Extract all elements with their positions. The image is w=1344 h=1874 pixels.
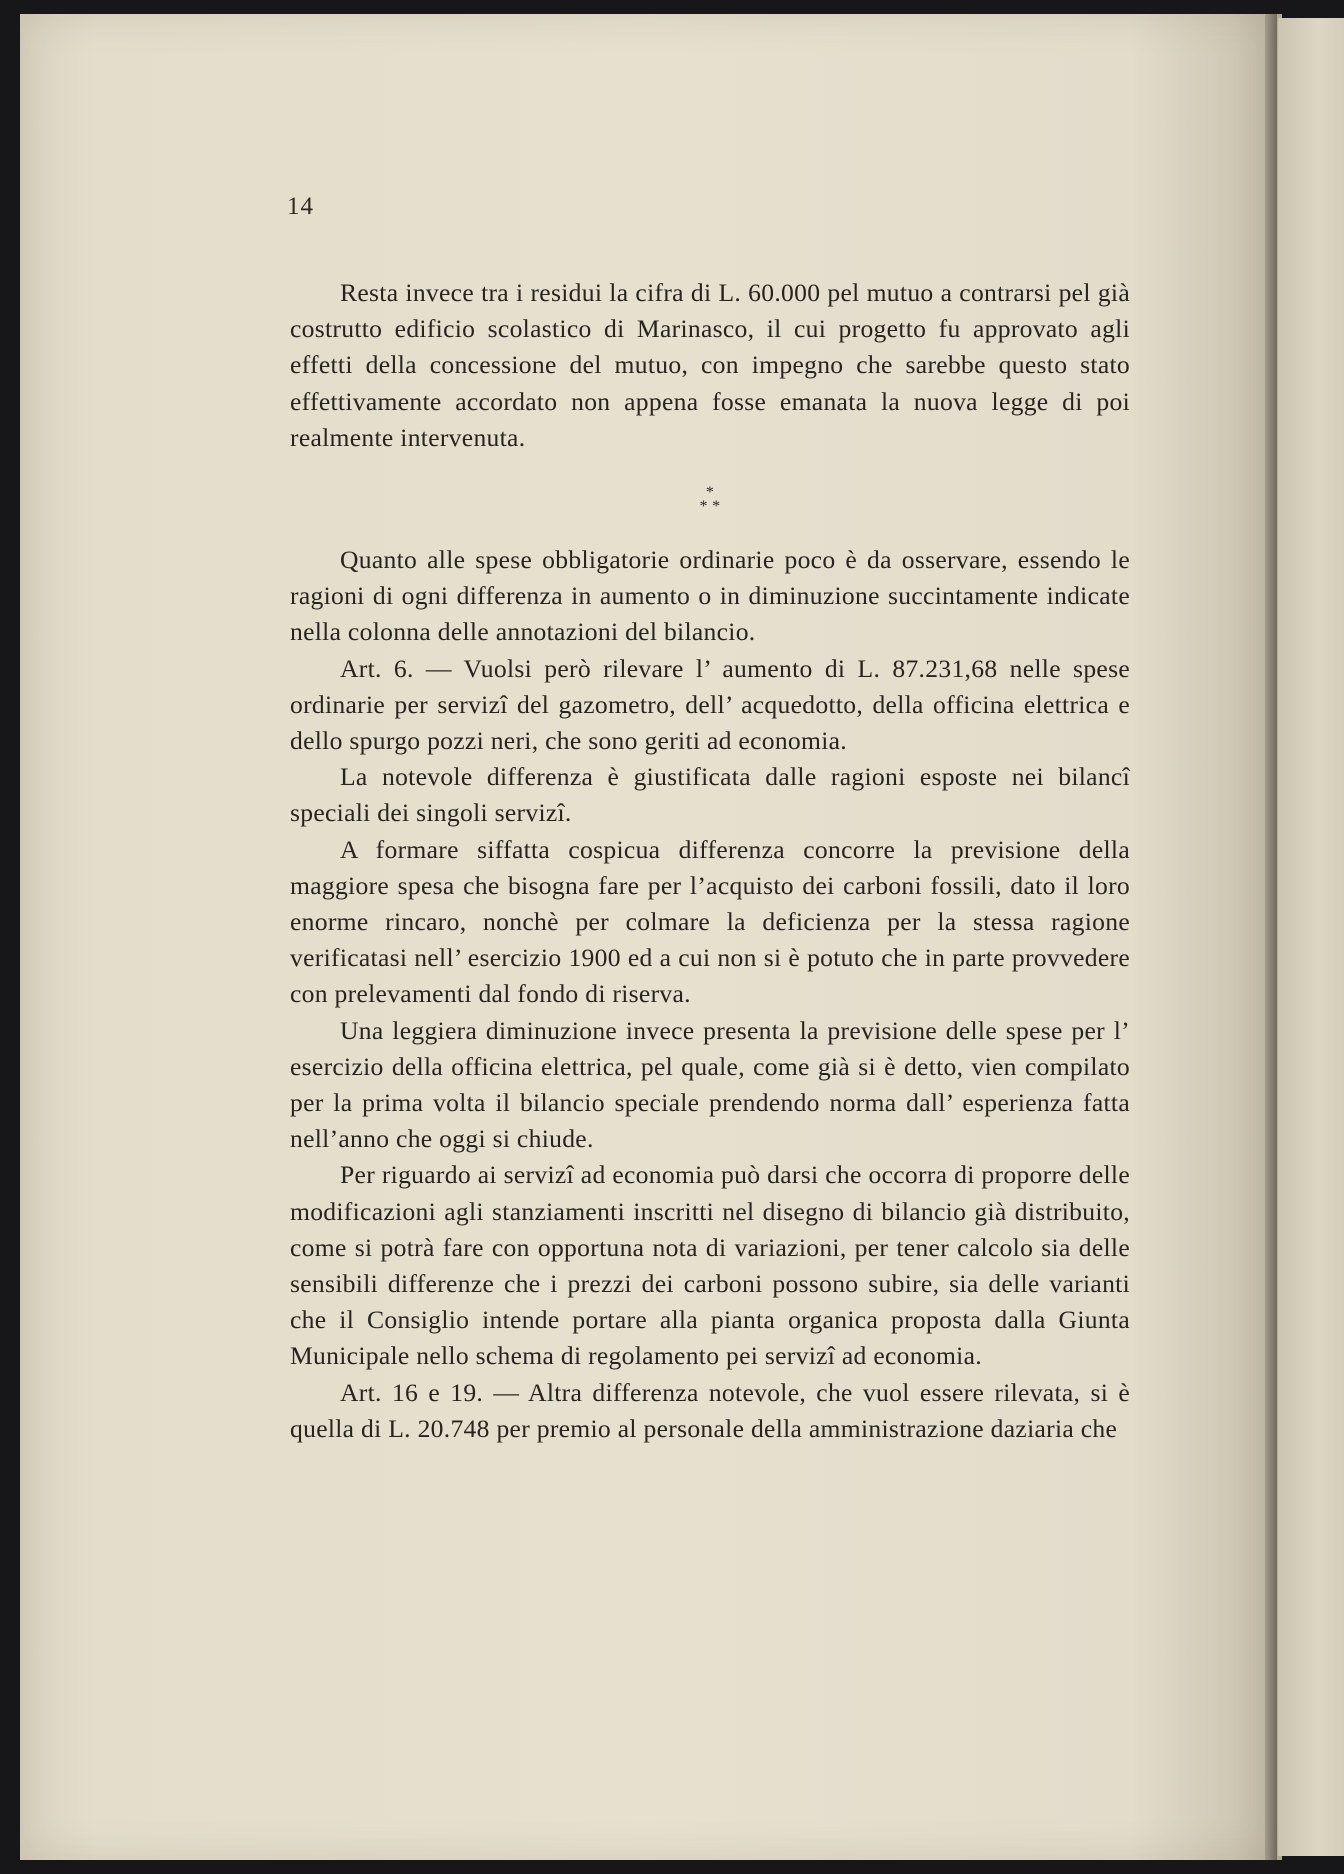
section-separator	[290, 486, 1130, 514]
page-gutter	[1265, 14, 1277, 1860]
paragraph-art-6: Art. 6. — Vuolsi però rilevare l’ aumento di L. 87.231,68 nelle spese ordinarie per servizî del gazometro, dell’ acquedotto, della officina elettrica e dello spurgo pozzi neri, che sono geriti ad economia.	[290, 653, 1130, 756]
separator-bottom: * *	[699, 498, 721, 516]
paragraph-servizi-economia: Per riguardo ai servizî ad economia può darsi che occorra di proporre delle modificazioni agli stanziamenti inscritti nel disegno di bilancio già distribuito, come si potrà fare con opportuna nota di variazioni, per tener calcolo sia delle sensibili differenze che i prezzi dei carboni possono subire, sia delle varianti che il Consiglio intende portare alla pianta organica proposta dalla Giunta Municipale nello schema di regolamento pei servizî ad economia.	[290, 1160, 1130, 1371]
body-text	[290, 275, 1130, 1447]
paragraph-residui: Resta invece tra i residui la cifra di L. 60.000 pel mutuo a contrarsi pel già costrutto edificio scolastico di Marinasco, il cui progetto fu approvato agli effetti della concessione del mutuo, con impegno che sarebbe questo stato effettivamente accordato non appena fosse emanata la nuova legge di poi realmente intervenuta.	[290, 278, 1130, 452]
paragraph-spese-obbligatorie: Quanto alle spese obbligatorie ordinarie poco è da osservare, essendo le ragioni di ogni differenza in aumento o in diminuzione succintamente indicate nella colonna delle annotazioni del bilancio.	[290, 545, 1130, 647]
paragraph-differenza: La notevole differenza è giustificata dalle ragioni esposte nei bilancî speciali dei singoli servizî.	[290, 762, 1130, 828]
paragraph-art-16-19: Art. 16 e 19. — Altra differenza notevole, che vuol essere rilevata, si è quella di L. 20.748 per premio al personale della amministrazione daziaria che	[290, 1377, 1130, 1443]
page-number: 14	[287, 193, 314, 220]
adjacent-page-edge	[1278, 18, 1344, 1856]
paragraph-officina-elettrica: Una leggiera diminuzione invece presenta la previsione delle spese per l’ esercizio della officina elettrica, pel quale, come già si è detto, vien compilato per la prima volta il bilancio speciale prendendo norma dall’ esperienza fatta nell’anno che oggi si chiude.	[290, 1015, 1130, 1154]
paragraph-carboni: A formare siffatta cospicua differenza concorre la previsione della maggiore spesa che bisogna fare per l’acquisto dei carboni fossili, dato il loro enorme rincaro, nonchè per colmare la deficienza per la stessa ragione verificatasi nell’ esercizio 1900 ed a cui non si è potuto che in parte provvedere con prelevamenti dal fondo di riserva.	[290, 834, 1130, 1009]
separator-top: *	[705, 484, 715, 502]
